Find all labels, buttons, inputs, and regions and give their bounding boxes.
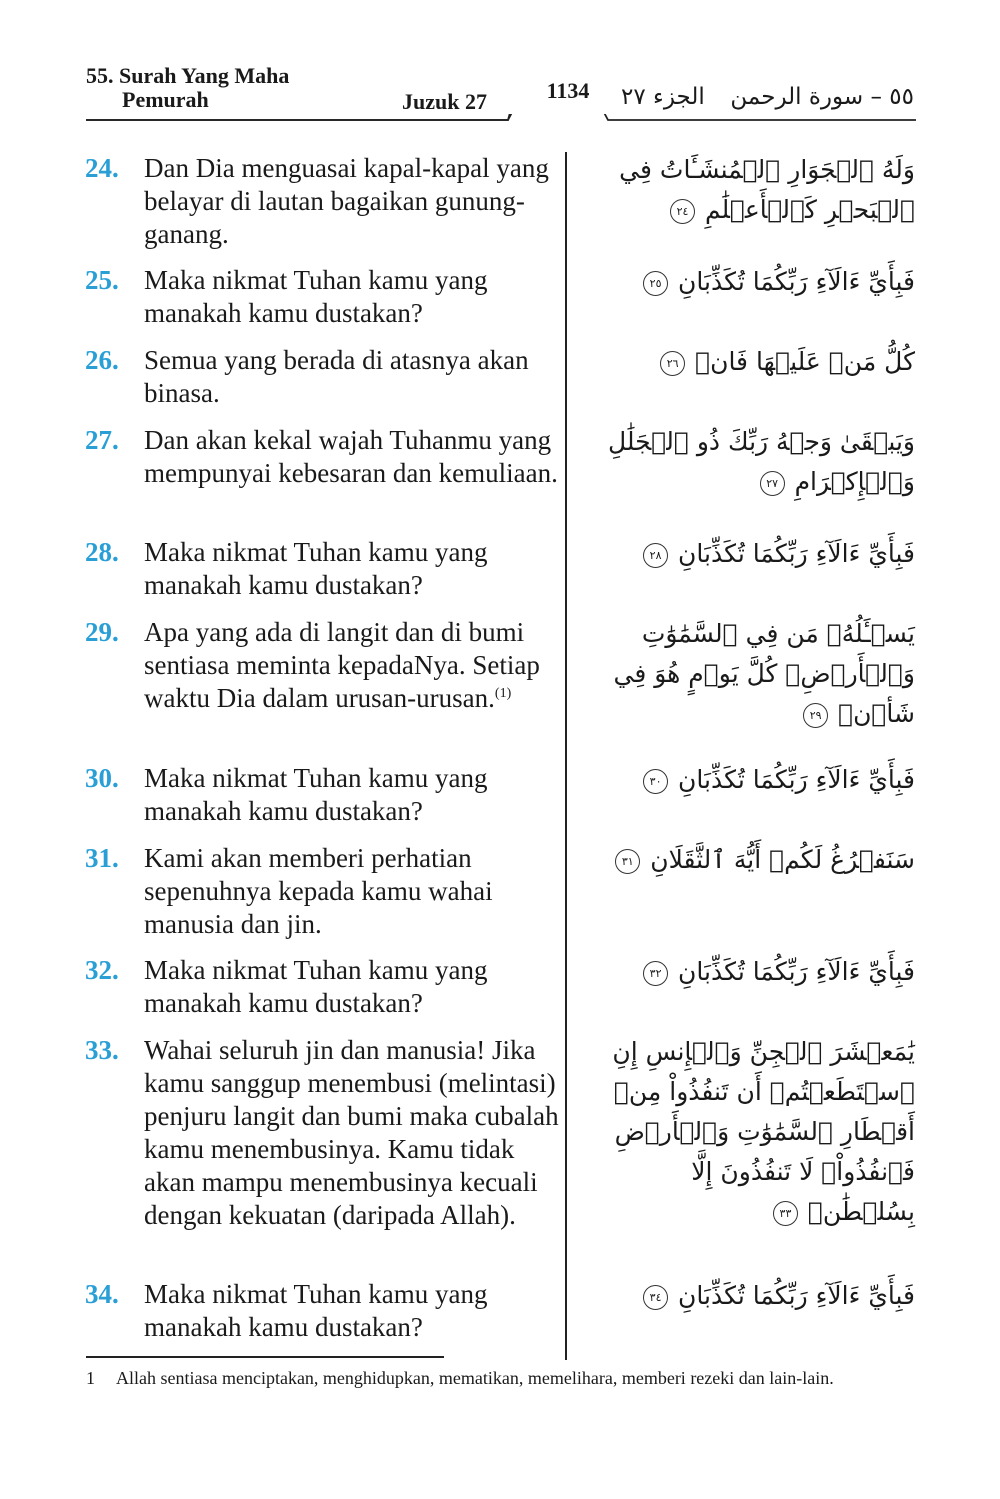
ayah-marker-icon: ٢٤ xyxy=(670,199,695,224)
ayah-marker-icon: ٣٤ xyxy=(643,1285,668,1310)
verse-arabic: وَيَبۡقَىٰ وَجۡهُ رَبِّكَ ذُو ٱلۡجَلَٰلِ وَٱلۡإِكۡرَامِ ٢٧ xyxy=(607,427,915,496)
verse-number: 26. xyxy=(85,345,119,375)
ayah-marker-icon: ٢٨ xyxy=(643,543,668,568)
header-rule xyxy=(86,114,916,124)
verse-translation: Dan akan kekal wajah Tuhanmu yang mempunyai kebesaran dan kemuliaan. xyxy=(144,425,558,488)
verse-arabic: سَنَفۡرُغُ لَكُمۡ أَيُّهَ ٱلثَّقَلَانِ ٣١ xyxy=(595,840,915,880)
verse-arabic: يَسۡـَٔلُهُۥ مَن فِي ٱلسَّمَٰوَٰتِ وَٱلۡأَرۡضِۚ كُلَّ يَوۡمٍ هُوَ فِي شَأۡنٖ ٢٩ xyxy=(613,619,915,728)
verse-translation: Maka nikmat Tuhan kamu yang manakah kamu dustakan? xyxy=(144,763,488,826)
verse-arabic: فَبِأَيِّ ءَالَآءِ رَبِّكُمَا تُكَذِّبَانِ ٣٢ xyxy=(595,952,915,992)
verse-number: 29. xyxy=(85,617,119,647)
ayah-marker-icon: ٢٥ xyxy=(643,271,668,296)
surah-title xyxy=(86,64,289,112)
footnote-number: 1 xyxy=(86,1368,95,1388)
verse-translation: Maka nikmat Tuhan kamu yang manakah kamu dustakan? xyxy=(144,955,488,1018)
ayah-marker-icon: ٣١ xyxy=(615,849,640,874)
verse-translation: Maka nikmat Tuhan kamu yang manakah kamu dustakan? xyxy=(144,1279,488,1342)
verse-number: 28. xyxy=(85,537,119,567)
verse-number: 30. xyxy=(85,763,119,793)
verse-translation: Kami akan memberi perhatian sepenuhnya kepada kamu wahai manusia dan jin. xyxy=(144,843,493,939)
footnote-rule xyxy=(86,1356,444,1358)
verse-translation: Apa yang ada di langit dan di bumi sentiasa meminta kepadaNya. Setiap waktu Dia dalam urusan-urusan.$^{(1)}$ xyxy=(144,617,540,713)
column-divider xyxy=(565,152,567,1360)
verse-translation: Maka nikmat Tuhan kamu yang manakah kamu dustakan? xyxy=(144,537,488,600)
verse-number: 31. xyxy=(85,843,119,873)
verse-translation: Wahai seluruh jin dan manusia! Jika kamu sanggup menembusi (melintasi) penjuru langit dan bumi maka cubalah kamu menembusinya. Kamu tidak akan mampu menembusinya kecuali dengan kekuatan (daripada Allah). xyxy=(144,1035,559,1230)
ayah-marker-icon: ٣٣ xyxy=(773,1201,798,1226)
verse-arabic: فَبِأَيِّ ءَالَآءِ رَبِّكُمَا تُكَذِّبَانِ ٣٤ xyxy=(595,1276,915,1316)
verse-arabic: فَبِأَيِّ ءَالَآءِ رَبِّكُمَا تُكَذِّبَانِ ٢٨ xyxy=(595,534,915,574)
ayah-marker-icon: ٣٠ xyxy=(643,769,668,794)
arabic-surah-title: ٥٥ – سورة الرحمن xyxy=(730,84,914,110)
verse-number: 25. xyxy=(85,265,119,295)
ayah-marker-icon: ٢٧ xyxy=(760,471,785,496)
ayah-marker-icon: ٢٩ xyxy=(803,703,828,728)
verse-arabic: يَٰمَعۡشَرَ ٱلۡجِنِّ وَٱلۡإِنسِ إِنِ ٱسۡتَطَعۡتُمۡ أَن تَنفُذُواْ مِنۡ أَقۡطَارِ ٱلسَّمَٰوَٰتِ وَٱلۡأَرۡضِ فَٱنفُذُواْۚ لَا تَنفُذُونَ إِلَّا بِسُلۡطَٰنٖ ٣٣ xyxy=(612,1037,915,1226)
verse-number: 24. xyxy=(85,153,119,183)
verse-number: 34. xyxy=(85,1279,119,1309)
page-number: 1134 xyxy=(546,78,590,103)
verse-translation: Semua yang berada di atasnya akan binasa. xyxy=(144,345,529,408)
ayah-marker-icon: ٢٦ xyxy=(660,351,685,376)
juz-label: Juzuk 27 xyxy=(402,89,487,114)
footnote-ref: (1) xyxy=(494,686,512,701)
verse-arabic: وَلَهُ ٱلۡجَوَارِ ٱلۡمُنشَـَٔاتُ فِي ٱلۡبَحۡرِ كَٱلۡأَعۡلَٰمِ ٢٤ xyxy=(619,155,915,224)
verse-number: 33. xyxy=(85,1035,119,1065)
verse-number: 27. xyxy=(85,425,119,455)
page-header xyxy=(86,62,914,122)
ayah-marker-icon: ٣٢ xyxy=(643,961,668,986)
verse-translation: Dan Dia menguasai kapal-kapal yang belayar di lautan bagaikan gunung-ganang. xyxy=(144,153,549,249)
verse-arabic: فَبِأَيِّ ءَالَآءِ رَبِّكُمَا تُكَذِّبَانِ ٢٥ xyxy=(595,262,915,302)
footnote xyxy=(86,1366,916,1390)
verse-translation: Maka nikmat Tuhan kamu yang manakah kamu dustakan? xyxy=(144,265,488,328)
verse-arabic: فَبِأَيِّ ءَالَآءِ رَبِّكُمَا تُكَذِّبَانِ ٣٠ xyxy=(595,760,915,800)
surah-title-line2: Pemurah xyxy=(122,87,209,112)
verse-number: 32. xyxy=(85,955,119,985)
verse-arabic: كُلُّ مَنۡ عَلَيۡهَا فَانٖ ٢٦ xyxy=(595,342,915,382)
footnote-text: Allah sentiasa menciptakan, menghidupkan, mematikan, memelihara, memberi rezeki dan lain-lain. xyxy=(116,1368,834,1388)
arabic-juz-label: الجزء ٢٧ xyxy=(621,84,705,110)
surah-title-line1: 55. Surah Yang Maha xyxy=(86,63,290,88)
